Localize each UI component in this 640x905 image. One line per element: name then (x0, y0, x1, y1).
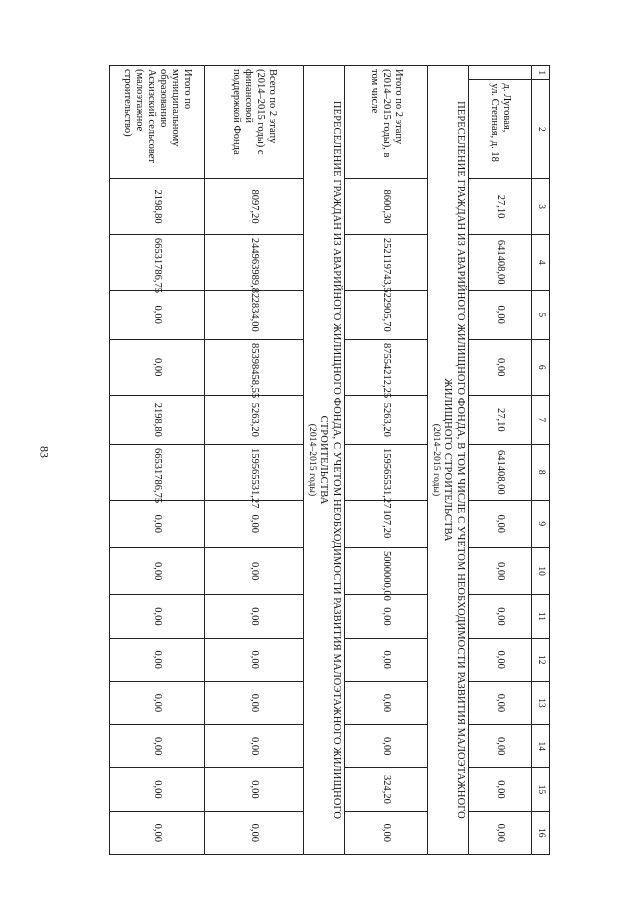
value-cell: 0,00 (469, 547, 532, 594)
table-row (110, 66, 205, 855)
value-cell: 8097,20 (205, 179, 304, 235)
value-cell: 0,00 (205, 811, 304, 854)
value-cell: 0,00 (469, 290, 532, 339)
column-header: 15 (532, 768, 550, 811)
value-cell: 159565531,27 (345, 444, 428, 500)
value-cell: 0,00 (110, 500, 205, 547)
column-header: 8 (532, 444, 550, 500)
value-cell: 0,00 (469, 681, 532, 724)
value-cell: 5000000,00 (345, 547, 428, 594)
column-header: 4 (532, 234, 550, 290)
section-title: ПЕРЕСЕЛЕНИЕ ГРАЖДАН ИЗ АВАРИЙНОГО ЖИЛИЩНОГО ФОНДА, В ТОМ ЧИСЛЕ С УЧЕТОМ НЕОБХОДИМОСТИ РАЗВИТИЯ МАЛОЭТАЖНОГО ЖИЛИЩНОГО СТРОИТЕЛЬСТВА (442, 101, 466, 819)
column-header: 14 (532, 725, 550, 768)
rotated-table-container (110, 65, 550, 855)
column-header: 2 (532, 80, 550, 179)
value-cell: 0,00 (469, 595, 532, 638)
value-cell: 5263,20 (345, 395, 428, 444)
value-cell: 0,00 (110, 290, 205, 339)
value-cell: 2198,80 (110, 179, 205, 235)
table-row (345, 66, 428, 855)
value-cell: 0,00 (205, 725, 304, 768)
page-number: 83 (37, 446, 52, 458)
value-cell: 0,00 (345, 811, 428, 854)
row-number-cell (469, 66, 532, 80)
value-cell: 0,00 (110, 638, 205, 681)
section-title: ПЕРЕСЕЛЕНИЕ ГРАЖДАН ИЗ АВАРИЙНОГО ЖИЛИЩНОГО ФОНДА, С УЧЕТОМ НЕОБХОДИМОСТИ РАЗВИТИЯ МАЛОЭТАЖНОГО ЖИЛИЩНОГО СТРОИТЕЛЬСТВА (318, 100, 342, 820)
value-cell: 0,00 (345, 595, 428, 638)
value-cell: 0,00 (110, 811, 205, 854)
value-cell: 27,10 (469, 179, 532, 235)
table-row (205, 66, 304, 855)
value-cell: 27,10 (469, 395, 532, 444)
value-cell: 252119743,52 (345, 234, 428, 290)
value-cell: 0,00 (205, 768, 304, 811)
value-cell: 0,00 (110, 725, 205, 768)
column-header: 12 (532, 638, 550, 681)
value-cell: 0,00 (205, 595, 304, 638)
value-cell: 0,00 (469, 725, 532, 768)
value-cell: 0,00 (110, 681, 205, 724)
table-row (469, 66, 532, 855)
value-cell: 159565531,27 (205, 444, 304, 500)
row-label: Всего по 2 этапу (2014–2015 годы) с финансовой поддержкой Фонда (205, 66, 304, 179)
column-header: 11 (532, 595, 550, 638)
value-cell: 66531786,75 (110, 234, 205, 290)
section-heading (428, 66, 469, 855)
column-header: 6 (532, 339, 550, 395)
row-label: Итого по 2 этапу (2014–2015 годы), в том числе (345, 66, 428, 179)
value-cell: 0,00 (110, 595, 205, 638)
value-cell: 85398458,55 (205, 339, 304, 395)
value-cell: 8600,30 (345, 179, 428, 235)
column-header: 5 (532, 290, 550, 339)
value-cell: 2198,80 (110, 395, 205, 444)
value-cell: 0,00 (469, 638, 532, 681)
value-cell: 0,00 (345, 638, 428, 681)
value-cell: 0,00 (205, 500, 304, 547)
value-cell: 0,00 (469, 768, 532, 811)
value-cell: 107,20 (345, 500, 428, 547)
address-cell: д. Луговая, ул. Степная, д. 18 (469, 80, 532, 179)
resettlement-table (109, 65, 550, 855)
value-cell: 324,20 (345, 768, 428, 811)
value-cell: 0,00 (110, 547, 205, 594)
column-header: 3 (532, 179, 550, 235)
header-row (532, 66, 550, 855)
column-header: 9 (532, 500, 550, 547)
section-subtitle: (2014–2015 годы) (431, 423, 442, 497)
value-cell: 0,00 (345, 681, 428, 724)
value-cell: 0,00 (345, 725, 428, 768)
column-header: 16 (532, 811, 550, 854)
value-cell: 87554212,25 (345, 339, 428, 395)
section-heading-row (428, 66, 469, 855)
column-header: 13 (532, 681, 550, 724)
value-cell: 0,00 (110, 768, 205, 811)
value-cell: 641408,00 (469, 234, 532, 290)
section-subtitle: (2014–2015 годы) (307, 423, 318, 497)
value-cell: 0,00 (205, 547, 304, 594)
value-cell: 0,00 (469, 811, 532, 854)
column-header: 10 (532, 547, 550, 594)
value-cell: 2905,70 (345, 290, 428, 339)
value-cell: 0,00 (469, 339, 532, 395)
value-cell: 641408,00 (469, 444, 532, 500)
value-cell: 66531786,75 (110, 444, 205, 500)
value-cell: 2834,00 (205, 290, 304, 339)
value-cell: 244963989,82 (205, 234, 304, 290)
row-label: Итого по муниципальному образованию Аскизский сельсовет (малоэтажное строительство) (110, 66, 205, 179)
value-cell: 0,00 (205, 681, 304, 724)
value-cell: 0,00 (110, 339, 205, 395)
value-cell: 0,00 (469, 500, 532, 547)
section-heading (304, 66, 345, 855)
value-cell: 5263,20 (205, 395, 304, 444)
value-cell: 0,00 (205, 638, 304, 681)
section-heading-row (304, 66, 345, 855)
column-header: 7 (532, 395, 550, 444)
column-header: 1 (532, 66, 550, 80)
